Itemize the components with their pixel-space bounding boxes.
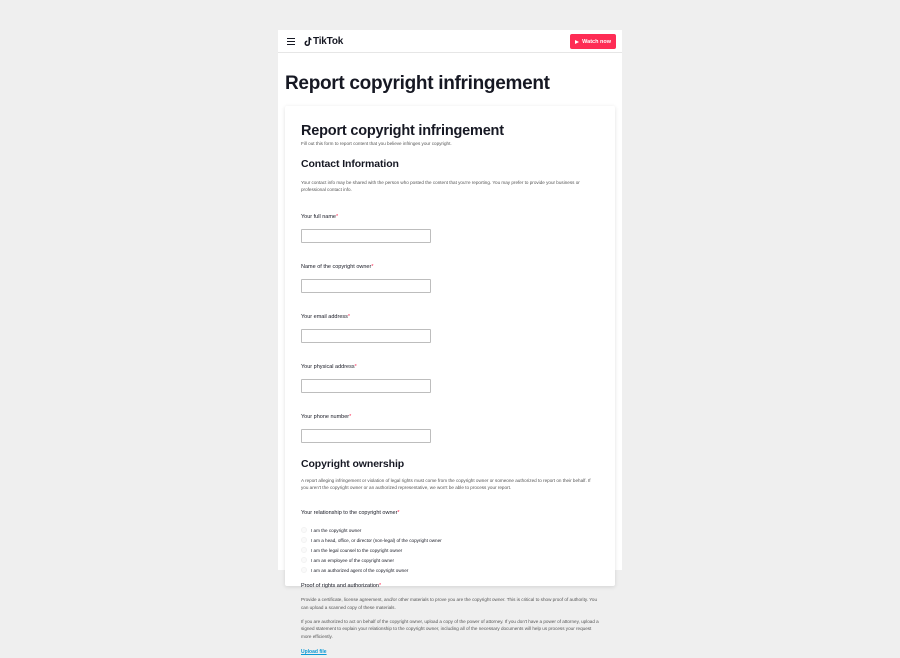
copyright-owner-label: Name of the copyright owner*: [301, 264, 374, 271]
logo-text: TikTok: [313, 35, 344, 47]
proof-description: Provide a certificate, license agreement, and/or other materials to prove you are the copyright owner. This is critical to show proof of authority. You can upload a scanned copy of these materials.: [301, 597, 598, 610]
play-icon: [575, 40, 579, 44]
physical-address-field: [301, 355, 599, 393]
radio-label: I am the legal counsel to the copyright owner: [311, 547, 403, 553]
contact-information-heading: Contact Information: [301, 158, 399, 170]
email-input[interactable]: [301, 329, 431, 343]
email-field: [301, 305, 599, 343]
radio-button[interactable]: [301, 537, 307, 543]
proof-of-rights-label: Proof of rights and authorization*: [301, 583, 382, 590]
relationship-label: Your relationship to the copyright owner*: [301, 510, 400, 517]
relationship-radio-group: [301, 525, 599, 575]
browser-viewport: [278, 30, 622, 656]
email-label: Your email address*: [301, 314, 351, 321]
full-name-label: Your full name*: [301, 214, 339, 221]
copyright-owner-input[interactable]: [301, 279, 431, 293]
relationship-option[interactable]: [301, 555, 599, 565]
phone-number-label: Your phone number*: [301, 414, 352, 421]
authorization-description: If you are authorized to act on behalf of the copyright owner, upload a copy of the power of attorney. If you don't have a power of attorney, upload a signed statement to explain your relationship to the copyright owner, including all of the necessary documents will help us process your request more efficiently.: [301, 619, 599, 639]
menu-icon[interactable]: [287, 38, 295, 45]
radio-button[interactable]: [301, 567, 307, 573]
phone-number-field: [301, 405, 599, 443]
full-name-field: [301, 205, 599, 243]
top-navigation-bar: [278, 30, 622, 53]
radio-button[interactable]: [301, 557, 307, 563]
watch-now-label: Watch now: [582, 38, 611, 45]
radio-button[interactable]: [301, 527, 307, 533]
phone-number-input[interactable]: [301, 429, 431, 443]
radio-button[interactable]: [301, 547, 307, 553]
relationship-option[interactable]: [301, 545, 599, 555]
physical-address-input[interactable]: [301, 379, 431, 393]
relationship-option[interactable]: [301, 565, 599, 575]
radio-label: I am an employee of the copyright owner: [311, 557, 394, 563]
radio-label: I am an authorized agent of the copyright owner: [311, 567, 409, 573]
tiktok-note-icon: [303, 37, 311, 46]
radio-label: I am a head, office, or director (non-legal) of the copyright owner: [311, 537, 442, 543]
form-title: Report copyright infringement: [301, 123, 504, 139]
relationship-option[interactable]: [301, 525, 599, 535]
form-subtitle: Fill out this form to report content that you believe infringes your copyright.: [301, 141, 452, 146]
page-title: Report copyright infringement: [285, 73, 550, 94]
ownership-description: A report alleging infringement or violation of legal rights must come from the copyright owner or someone authorized to report on their behalf. If you aren't the copyright owner or an authorized representative, we won't be able to process your report.: [301, 478, 591, 491]
relationship-field: [301, 501, 599, 575]
full-name-input[interactable]: [301, 229, 431, 243]
tiktok-logo[interactable]: [303, 36, 343, 47]
copyright-owner-field: [301, 255, 599, 293]
contact-description: Your contact info may be shared with the person who posted the content that you're reporting. You may prefer to provide your business or professional contact info.: [301, 180, 580, 193]
report-form-card: [285, 106, 615, 656]
radio-label: I am the copyright owner: [311, 527, 362, 533]
watch-now-button[interactable]: [570, 34, 616, 49]
copyright-ownership-heading: Copyright ownership: [301, 458, 405, 471]
relationship-option[interactable]: [301, 535, 599, 545]
upload-file-link[interactable]: Upload file: [301, 649, 327, 656]
physical-address-label: Your physical address*: [301, 364, 357, 371]
